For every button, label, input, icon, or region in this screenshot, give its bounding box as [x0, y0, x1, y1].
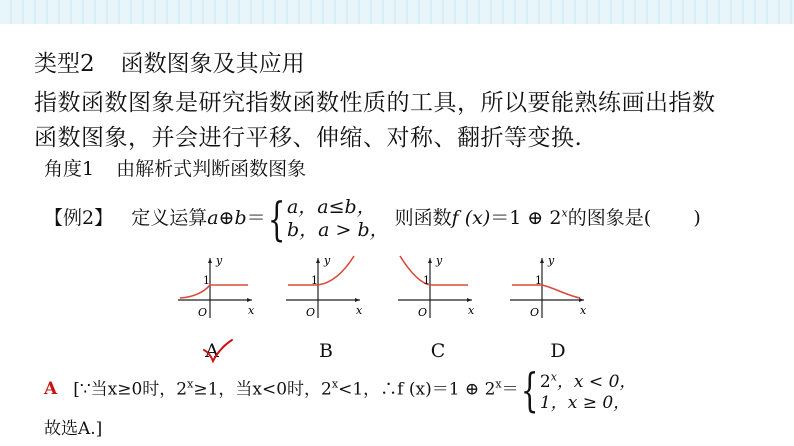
- example-question: [44, 192, 701, 246]
- heading-title: 函数图象及其应用: [120, 51, 305, 77]
- paragraph-line-2: 函数图象，并会进行平移、伸缩、对称、翻折等变换.: [34, 125, 583, 151]
- origin-label: O: [198, 306, 208, 319]
- option-c-label[interactable]: C: [430, 340, 446, 362]
- tick-label: 1: [535, 274, 542, 287]
- op-symbol: ⊕: [218, 207, 235, 229]
- angle-title: 由解析式判断函数图象: [116, 158, 307, 180]
- type-label: 类型2: [34, 51, 95, 77]
- y-axis-label: y: [548, 254, 555, 267]
- x-axis-label: x: [580, 304, 587, 317]
- op-a: a: [207, 207, 219, 229]
- suffix-exp: x: [561, 206, 568, 220]
- option-a-label[interactable]: A: [205, 340, 219, 362]
- curve: [512, 285, 580, 298]
- graph-a[interactable]: [176, 254, 260, 320]
- y-axis-label: y: [216, 254, 223, 267]
- answer-exp-1: x: [187, 377, 194, 391]
- graph-d-svg: [508, 254, 592, 320]
- answer-explanation: [44, 362, 637, 417]
- x-axis-label: x: [248, 304, 255, 317]
- suffix-pre: 则函数: [394, 207, 452, 229]
- paragraph-line-1: 指数函数图象是研究指数函数性质的工具，所以要能熟练画出指数: [34, 90, 716, 116]
- angle-label: 角度1: [44, 158, 95, 180]
- function-name: f (x): [451, 207, 491, 229]
- suffix-expr: ＝1 ⊕ 2: [490, 207, 562, 229]
- graph-d[interactable]: [508, 254, 592, 320]
- tick-label: 1: [423, 274, 430, 287]
- answer-letter: A: [44, 379, 58, 400]
- curve: [180, 285, 248, 298]
- angle-heading: [44, 154, 306, 181]
- conclusion-text: 故选A.]: [44, 419, 103, 439]
- left-brace: {: [267, 192, 286, 246]
- definition-cases: [287, 196, 389, 242]
- x-axis-label: x: [468, 304, 475, 317]
- x-axis-arrow: [355, 298, 360, 302]
- answer-text-2: ≥1，当x<0时，2: [193, 379, 332, 400]
- answer-case-2: 1，x ≥ 0，: [539, 392, 631, 413]
- tick-label: 1: [311, 274, 318, 287]
- op-b: b: [234, 207, 247, 229]
- answer-case-1: 2$^x$，x < 0，: [539, 370, 637, 392]
- origin-label: O: [530, 306, 540, 319]
- case-1: a，a≤b，: [286, 196, 376, 218]
- origin-label: O: [306, 306, 316, 319]
- curve: [288, 256, 354, 285]
- x-axis-label: x: [356, 304, 363, 317]
- y-axis-label: y: [436, 254, 443, 267]
- answer-brace: {: [520, 362, 539, 417]
- tick-label: 1: [203, 274, 210, 287]
- suffix-post: 的图象是(: [567, 207, 652, 229]
- curve: [400, 256, 468, 285]
- graph-b[interactable]: [284, 254, 368, 320]
- y-axis-label: y: [324, 254, 331, 267]
- graph-c-svg: [396, 254, 480, 320]
- example-label: 【例2】: [44, 207, 114, 229]
- option-b-label[interactable]: B: [319, 340, 333, 362]
- graph-b-svg: [284, 254, 368, 320]
- graph-c[interactable]: [396, 254, 480, 320]
- graph-a-svg: [176, 254, 260, 320]
- answer-text-1: [∵当x≥0时，2: [73, 379, 188, 400]
- case-2: b，a > b，: [286, 219, 389, 241]
- answer-exp-2: x: [331, 377, 339, 391]
- answer-text-3: <1，∴f (x)＝1 ⊕ 2: [338, 379, 496, 400]
- example-prefix: 定义运算: [131, 207, 208, 229]
- option-d-label[interactable]: D: [550, 340, 566, 362]
- answer-text-4: ＝: [501, 379, 519, 400]
- y-axis-arrow: [540, 258, 544, 263]
- x-axis-arrow: [247, 298, 252, 302]
- origin-label: O: [418, 306, 428, 319]
- y-axis-arrow: [428, 258, 432, 263]
- section-heading: [34, 45, 305, 78]
- paren-close: ): [693, 207, 701, 229]
- y-axis-arrow: [316, 258, 320, 263]
- op-eq: ＝: [246, 207, 266, 229]
- y-axis-arrow: [208, 258, 212, 263]
- answer-cases: [540, 366, 637, 414]
- answer-exp-3: x: [495, 377, 502, 391]
- decorative-top-band: [0, 0, 794, 24]
- checkmark-icon: [202, 338, 234, 364]
- x-axis-arrow: [467, 298, 472, 302]
